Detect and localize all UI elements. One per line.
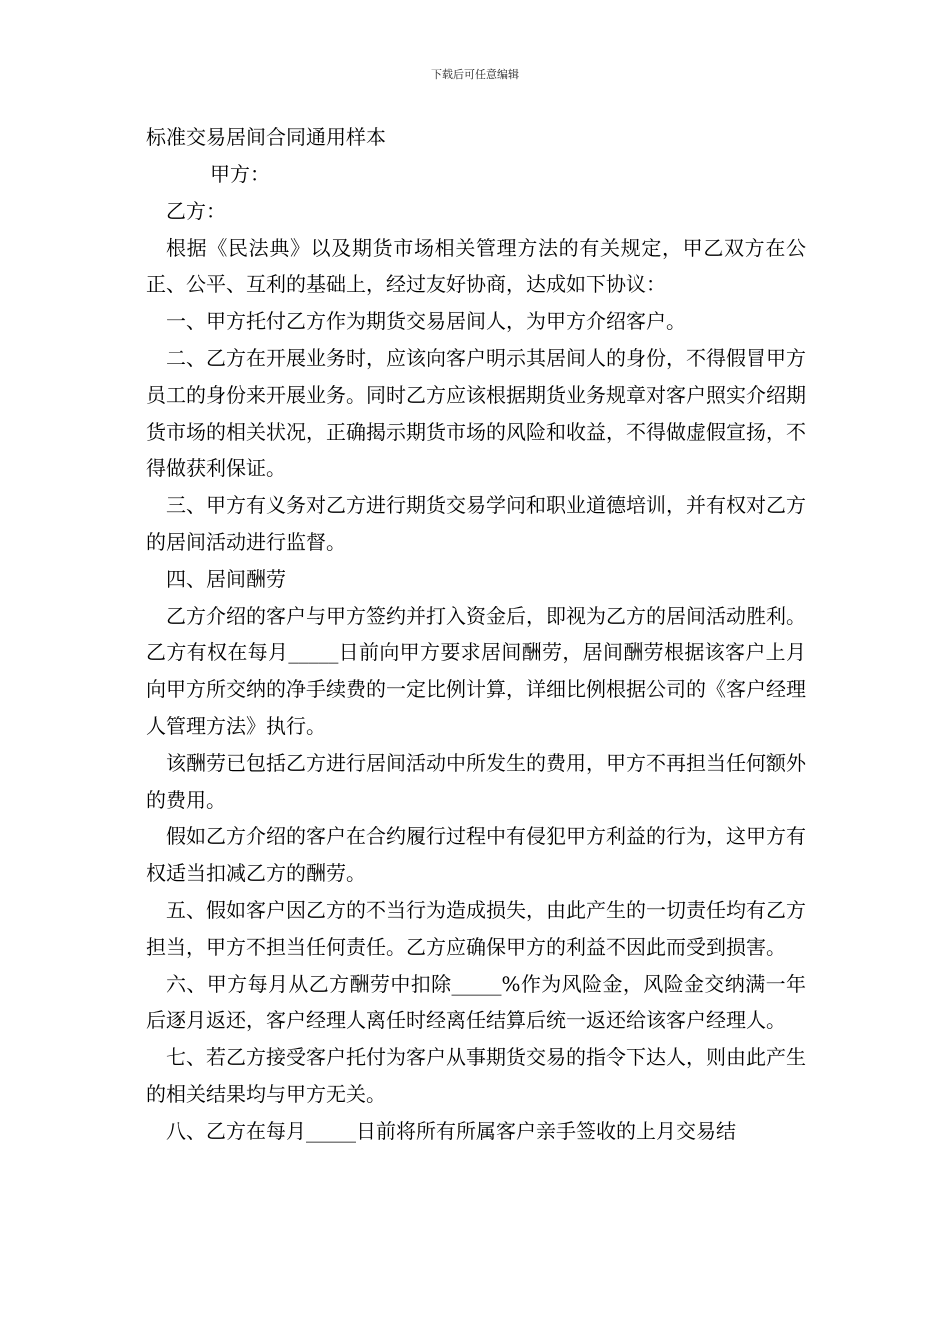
clause-8-text-pre: 八、乙方在每月 xyxy=(166,1118,306,1143)
paragraph-fee-deduction: 假如乙方介绍的客户在合约履行过程中有侵犯甲方利益的行为，这甲方有权适当扣减乙方的酬劳。 xyxy=(146,824,806,886)
clause-6-text-pre: 六、甲方每月从乙方酬劳中扣除 xyxy=(166,971,452,996)
paragraph-fee-includes: 该酬劳已包括乙方进行居间活动中所发生的费用，甲方不再担当任何额外的费用。 xyxy=(146,750,806,812)
clause-8-text-post: 日前将所有所属客户亲手签收的上月交易结 xyxy=(356,1118,736,1143)
fee-text-pre: 乙方介绍的客户与甲方签约并打入资金后，即视为乙方的居间活动胜利。乙方有权在每月 xyxy=(146,603,806,665)
paragraph-clause-7: 七、若乙方接受客户托付为客户从事期货交易的指令下达人，则由此产生的相关结果均与甲方无关。 xyxy=(146,1045,806,1106)
party-a-line: 甲方： xyxy=(210,162,270,186)
paragraph-preamble: 根据《民法典》以及期货市场相关管理方法的有关规定，甲乙双方在公正、公平、互利的基础上，经过友好协商，达成如下协议： xyxy=(146,235,806,297)
fee-day-blank[interactable]: _____ xyxy=(288,640,339,665)
risk-percent-blank[interactable]: _____ xyxy=(451,971,502,996)
document-body xyxy=(146,118,806,1150)
paragraph-clause-3: 三、甲方有义务对乙方进行期货交易学问和职业道德培训，并有权对乙方的居间活动进行监督。 xyxy=(146,493,806,554)
paragraph-clause-5: 五、假如客户因乙方的不当行为造成损失，由此产生的一切责任均有乙方担当，甲方不担当任何责任。乙方应确保甲方的利益不因此而受到损害。 xyxy=(146,897,806,959)
paragraph-clause-4-heading: 四、居间酬劳 xyxy=(166,566,286,591)
paragraph-clause-2: 二、乙方在开展业务时，应该向客户明示其居间人的身份，不得假冒甲方员工的身份来开展业务。同时乙方应该根据期货业务规章对客户照实介绍期货市场的相关状况，正确揭示期货市场的风险和收益，不得做虚假宣扬，不得做获利保证。 xyxy=(146,345,806,481)
paragraph-clause-1: 一、甲方托付乙方作为期货交易居间人，为甲方介绍客户。 xyxy=(166,309,686,334)
paragraph-fee xyxy=(146,598,806,745)
party-b-line: 乙方： xyxy=(166,198,226,223)
document-title: 标准交易居间合同通用样本 xyxy=(146,125,386,149)
paragraph-clause-6 xyxy=(146,966,806,1040)
statement-day-blank[interactable]: _____ xyxy=(306,1118,356,1143)
clause-6-text-post: %作为风险金，风险金交纳满一年后逐月返还，客户经理人离任时经离任结算后统一返还给该客户经理人。 xyxy=(146,971,806,1033)
page-header: 下载后可任意编辑 xyxy=(431,68,519,81)
fee-text-post: 日前向甲方要求居间酬劳，居间酬劳根据该客户上月向甲方所交纳的净手续费的一定比例计算，详细比例根据公司的《客户经理人管理方法》执行。 xyxy=(146,640,807,738)
paragraph-clause-8 xyxy=(146,1113,806,1150)
